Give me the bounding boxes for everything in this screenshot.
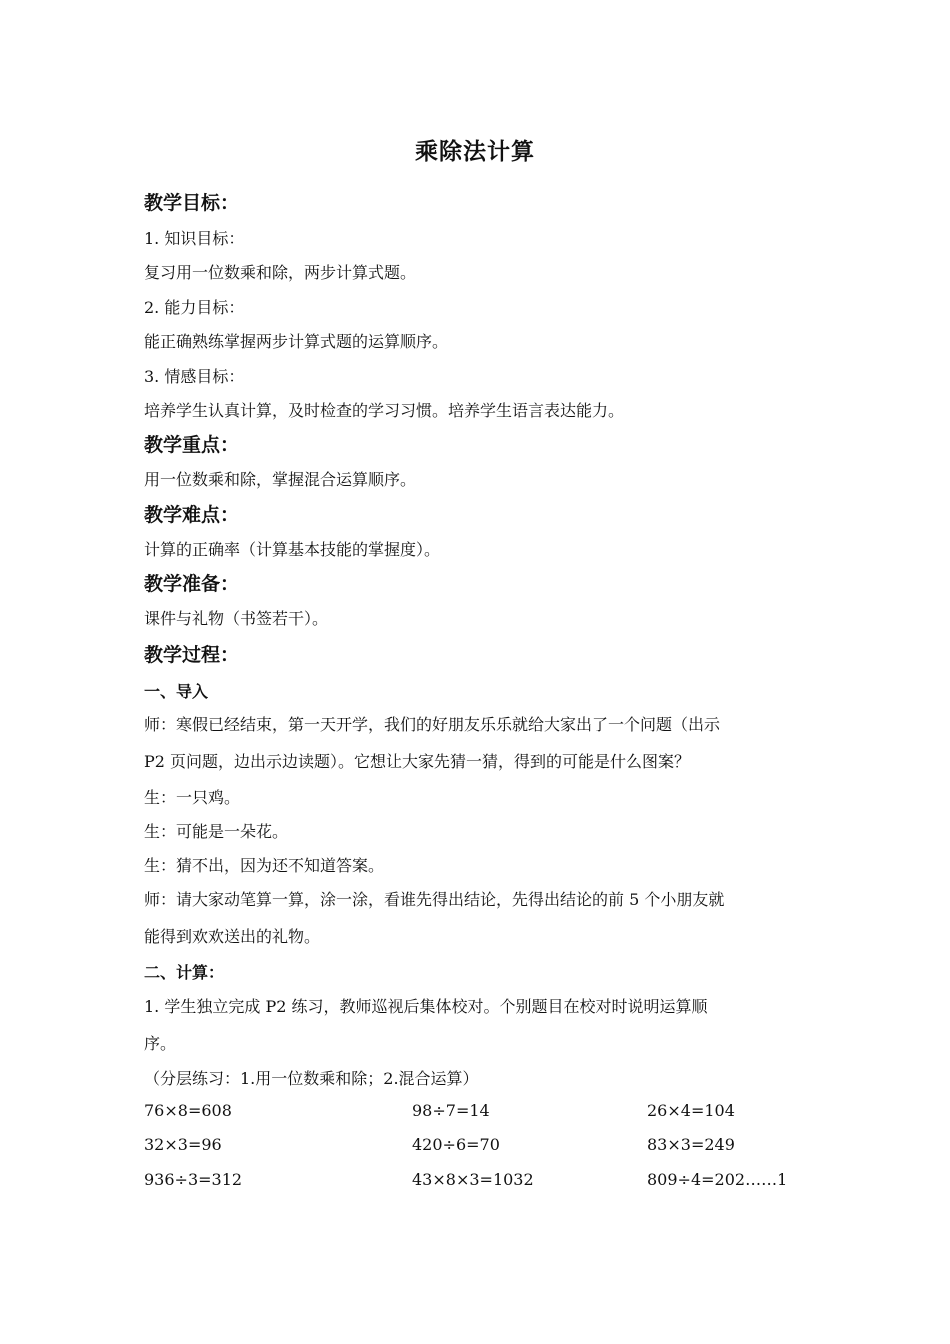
- calc-heading: 二、计算：: [144, 963, 225, 982]
- equation: 76×8=608: [144, 1101, 232, 1120]
- student-answer-2: 生：可能是一朵花。: [144, 822, 289, 841]
- equation: 43×8×3=1032: [412, 1170, 534, 1189]
- equation: 98÷7=14: [412, 1101, 490, 1120]
- ability-objective-text: 能正确熟练掌握两步计算式题的运算顺序。: [144, 332, 449, 351]
- equation: 420÷6=70: [412, 1135, 500, 1154]
- difficulty-heading: 教学难点：: [144, 504, 240, 526]
- ability-objective-label: 2. 能力目标：: [144, 298, 245, 317]
- teacher-line-2a: 师：请大家动笔算一算，涂一涂，看谁先得出结论，先得出结论的前 5 个小朋友就: [144, 890, 725, 909]
- intro-heading: 一、导入: [144, 682, 209, 701]
- preparation-text: 课件与礼物（书签若干）。: [144, 609, 329, 628]
- student-answer-1: 生：一只鸡。: [144, 788, 241, 807]
- equation: 26×4=104: [647, 1101, 735, 1120]
- layered-practice-note: （分层练习：1.用一位数乘和除；2.混合运算）: [144, 1069, 479, 1088]
- equation: 809÷4=202……1: [647, 1170, 788, 1189]
- knowledge-objective-label: 1. 知识目标：: [144, 229, 245, 248]
- emotion-objective-label: 3. 情感目标：: [144, 367, 245, 386]
- focus-text: 用一位数乘和除，掌握混合运算顺序。: [144, 470, 417, 489]
- equation: 32×3=96: [144, 1135, 222, 1154]
- equation: 936÷3=312: [144, 1170, 243, 1189]
- preparation-heading: 教学准备：: [144, 573, 240, 595]
- page-title: 乘除法计算: [415, 139, 535, 165]
- knowledge-objective-text: 复习用一位数乘和除，两步计算式题。: [144, 263, 417, 282]
- student-answer-3: 生：猜不出，因为还不知道答案。: [144, 856, 385, 875]
- calc-step-1b: 序。: [144, 1034, 177, 1053]
- focus-heading: 教学重点：: [144, 434, 240, 456]
- teacher-line-1b: P2 页问题，边出示边读题）。它想让大家先猜一猜，得到的可能是什么图案？: [144, 752, 691, 771]
- teacher-line-2b: 能得到欢欢送出的礼物。: [144, 927, 321, 946]
- process-heading: 教学过程：: [144, 644, 240, 666]
- difficulty-text: 计算的正确率（计算基本技能的掌握度）。: [144, 540, 441, 559]
- equation: 83×3=249: [647, 1135, 735, 1154]
- objectives-heading: 教学目标：: [144, 192, 240, 214]
- emotion-objective-text: 培养学生认真计算，及时检查的学习习惯。培养学生语言表达能力。: [144, 401, 625, 420]
- calc-step-1a: 1. 学生独立完成 P2 练习，教师巡视后集体校对。个别题目在校对时说明运算顺: [144, 997, 708, 1016]
- teacher-line-1a: 师：寒假已经结束，第一天开学，我们的好朋友乐乐就给大家出了一个问题（出示: [144, 715, 721, 734]
